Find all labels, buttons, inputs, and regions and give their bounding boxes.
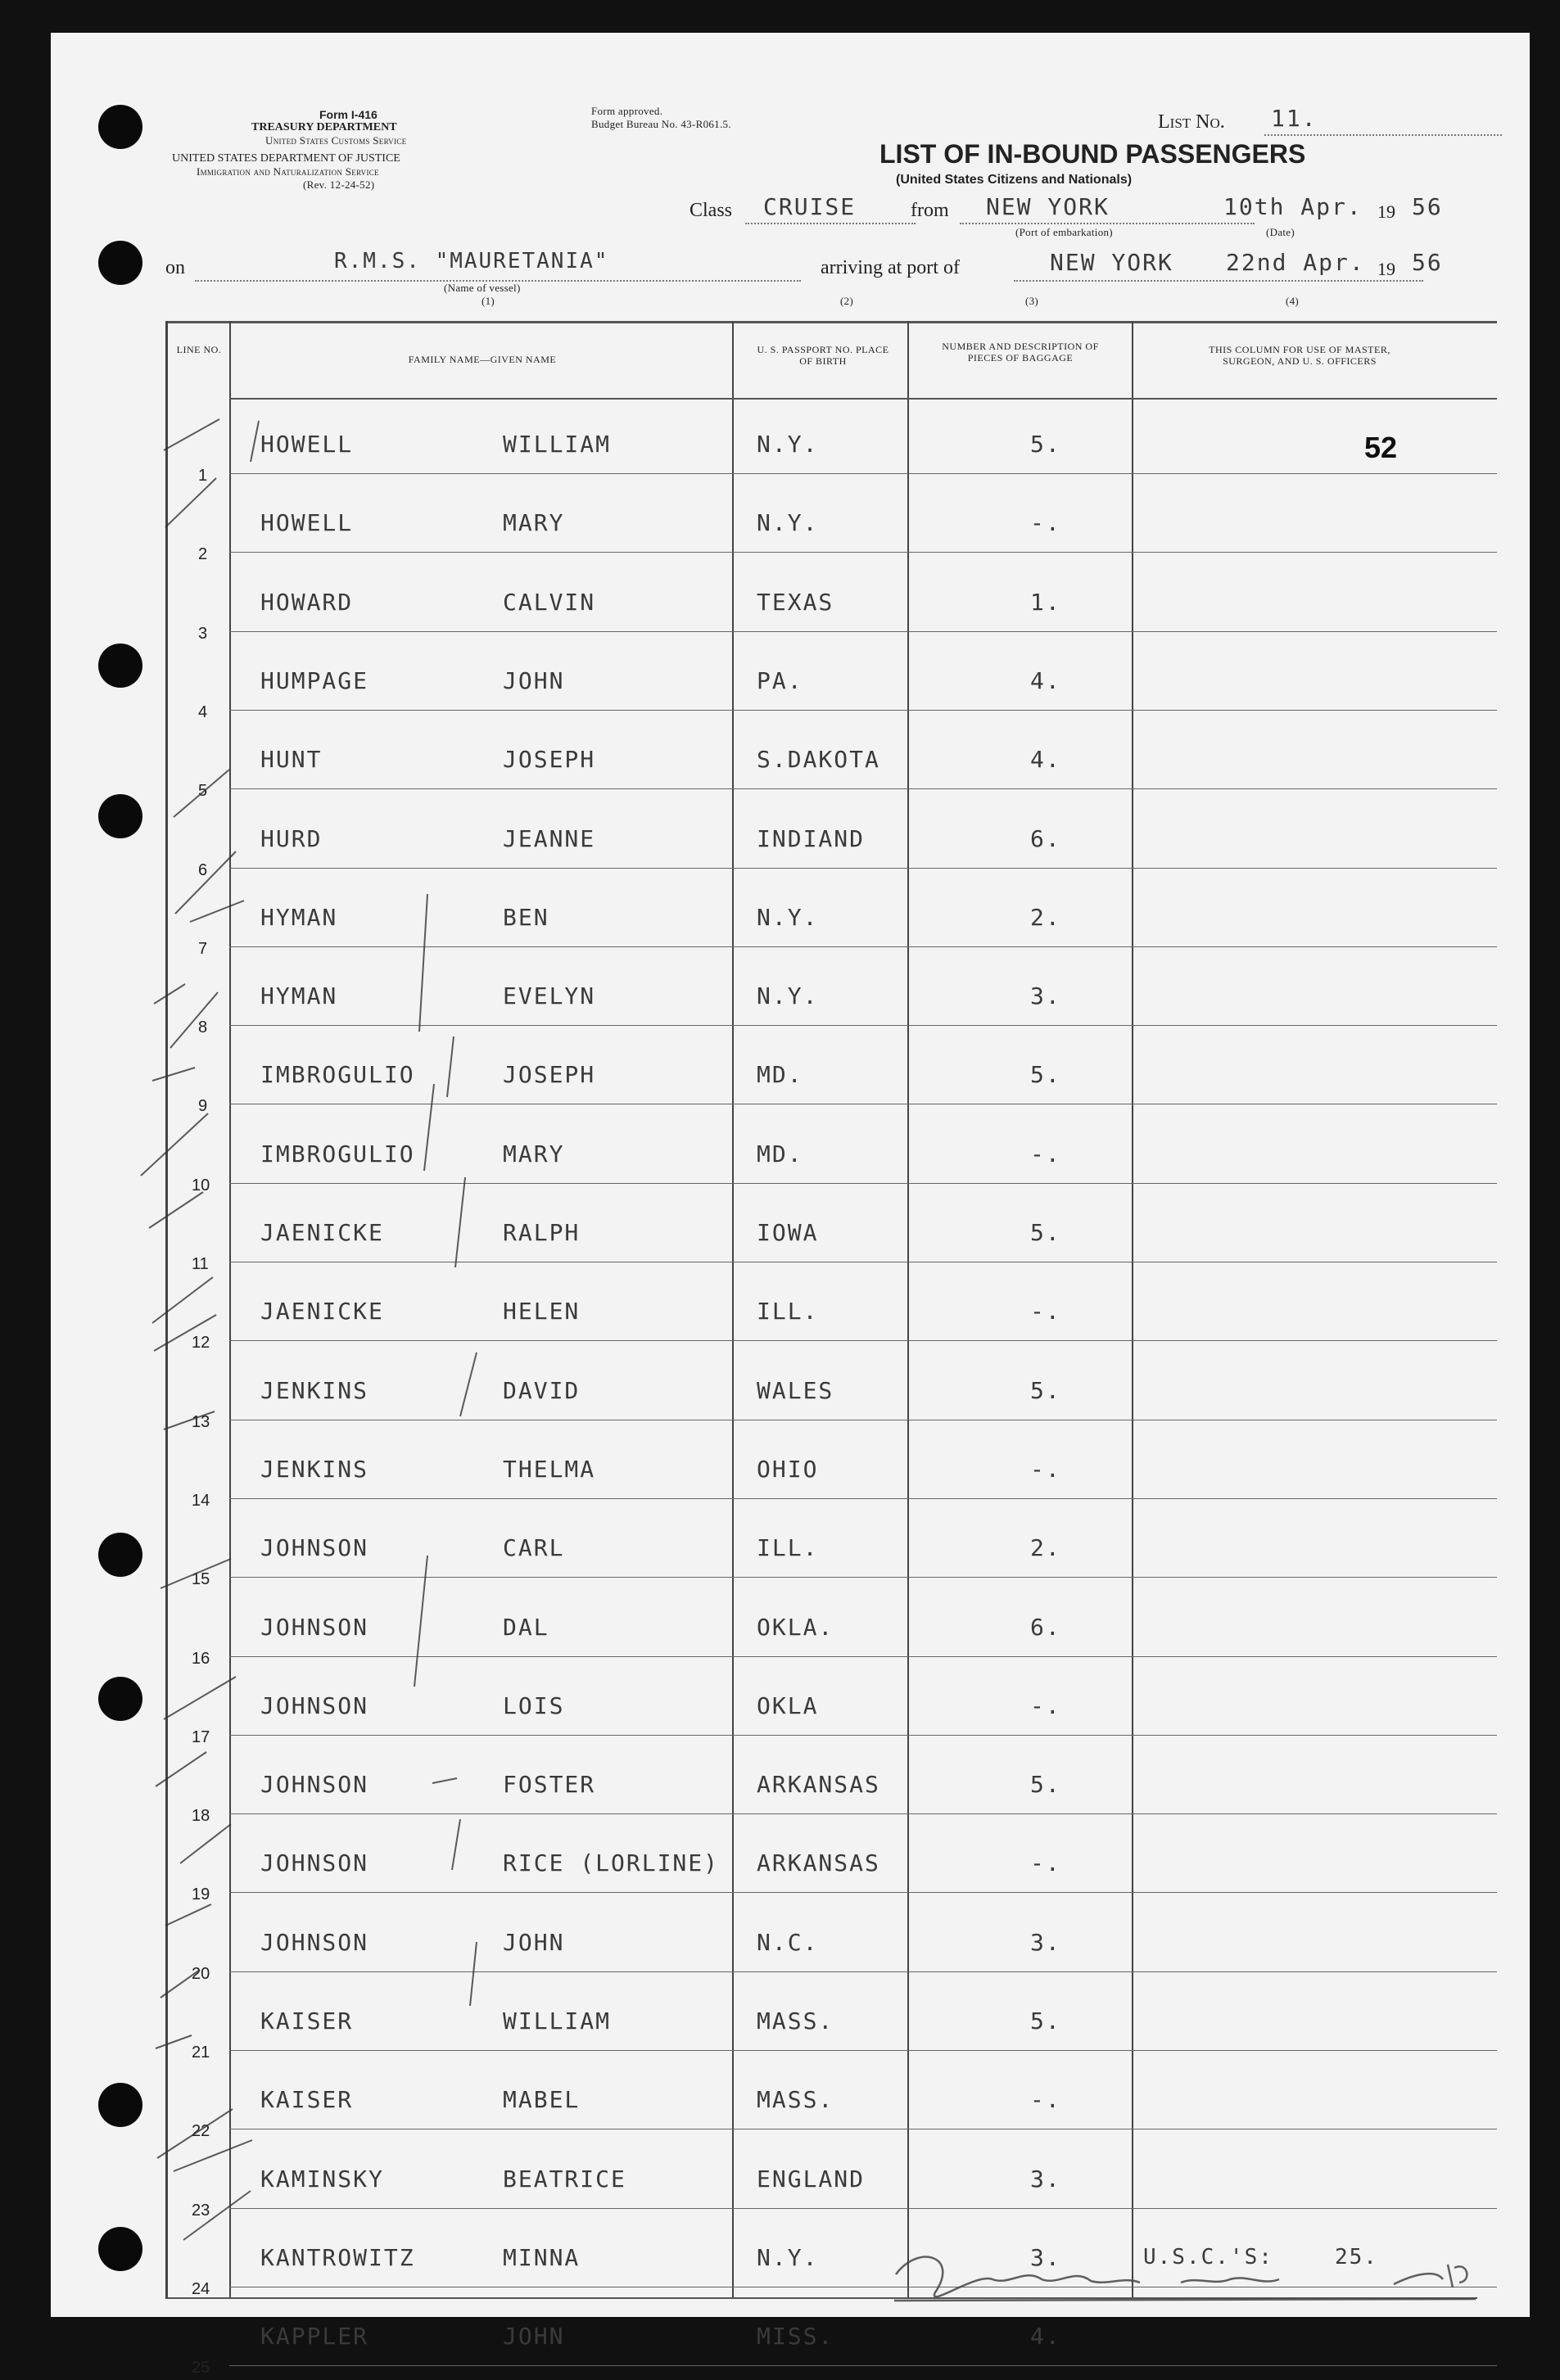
form-approved: Form approved. — [591, 105, 663, 117]
place-of-birth: N.C. — [757, 1928, 819, 1956]
given-name: JOHN — [503, 2323, 565, 2351]
row-rule — [229, 946, 1497, 947]
port-caption: (Port of embarkation) — [1015, 226, 1113, 238]
list-number-value: 11. — [1271, 105, 1318, 132]
punch-hole — [98, 1677, 142, 1721]
footer-count: 25. — [1335, 2245, 1378, 2269]
family-name: HUNT — [260, 746, 323, 774]
place-of-birth: OHIO — [757, 1455, 819, 1483]
baggage-count: -. — [1030, 2086, 1061, 2114]
baggage-count: 5. — [1030, 1061, 1061, 1089]
baggage-count: -. — [1030, 509, 1061, 537]
line-number: 9 — [198, 1097, 208, 1116]
family-name: HYMAN — [260, 903, 338, 931]
given-name: JOSEPH — [503, 746, 596, 774]
col-ref-3: (3) — [1025, 295, 1039, 307]
family-name: HURD — [260, 824, 323, 852]
place-of-birth: MD. — [757, 1140, 803, 1167]
page-subtitle: (United States Citizens and Nationals) — [896, 173, 1133, 187]
baggage-count: 2. — [1030, 1534, 1061, 1562]
row-rule — [229, 1025, 1497, 1026]
line-number: 12 — [192, 1334, 210, 1353]
row-rule — [229, 1813, 1497, 1814]
given-name: EVELYN — [503, 982, 596, 1010]
dept-justice: UNITED STATES DEPARTMENT OF JUSTICE — [172, 152, 400, 165]
line-number: 8 — [198, 1018, 208, 1037]
col-ref-4: (4) — [1286, 295, 1300, 307]
family-name: HOWELL — [260, 431, 354, 458]
punch-hole — [98, 2227, 142, 2271]
place-of-birth: IOWA — [757, 1219, 819, 1246]
handwritten-marks — [51, 33, 1530, 2317]
form-number: Form I-416 — [319, 108, 378, 121]
family-name: JAENICKE — [260, 1298, 384, 1325]
given-name: HELEN — [503, 1298, 581, 1325]
place-of-birth: MISS. — [757, 2323, 834, 2351]
baggage-count: 4. — [1030, 666, 1061, 694]
punch-hole — [98, 105, 142, 149]
officer-note: 52 — [1364, 431, 1398, 464]
vessel-caption: (Name of vessel) — [444, 282, 521, 294]
row-rule — [229, 1892, 1497, 1893]
given-name: BEN — [503, 903, 549, 931]
line-number: 24 — [192, 2279, 210, 2298]
baggage-count: 6. — [1030, 824, 1061, 852]
row-rule — [229, 868, 1497, 869]
line-number: 1 — [198, 467, 208, 485]
line-number: 3 — [198, 624, 208, 643]
given-name: CALVIN — [503, 588, 596, 616]
budget-bureau: Budget Bureau No. 43-R061.5. — [591, 118, 731, 130]
row-rule — [229, 631, 1497, 632]
row-rule — [229, 1340, 1497, 1341]
family-name: JOHNSON — [260, 1613, 369, 1641]
line-number: 13 — [192, 1412, 210, 1431]
line-number: 21 — [192, 2044, 210, 2062]
place-of-birth: INDIAND — [757, 824, 866, 852]
row-rule — [229, 1183, 1497, 1184]
header-officers: THIS COLUMN FOR USE OF MASTER, SURGEON, AND U. S. OFFICERS — [1209, 344, 1390, 367]
family-name: IMBROGULIO — [260, 1061, 415, 1089]
line-number: 23 — [192, 2201, 210, 2220]
baggage-count: 6. — [1030, 1613, 1061, 1641]
line-number: 17 — [192, 1727, 210, 1746]
row-rule — [229, 1656, 1497, 1657]
given-name: LOIS — [503, 1691, 565, 1719]
baggage-count: -. — [1030, 1691, 1061, 1719]
baggage-count: 5. — [1030, 1771, 1061, 1799]
baggage-count: 5. — [1030, 1376, 1061, 1404]
line-number: 19 — [192, 1885, 210, 1904]
row-rule — [229, 788, 1497, 789]
family-name: JENKINS — [260, 1376, 369, 1404]
row-rule — [229, 552, 1497, 553]
place-of-birth: MASS. — [757, 2086, 834, 2114]
dept-immigration: Immigration and Naturalization Service — [197, 165, 379, 178]
family-name: KANTROWITZ — [260, 2243, 415, 2271]
baggage-count: -. — [1030, 1298, 1061, 1325]
baggage-count: 3. — [1030, 982, 1061, 1010]
header-passport: U. S. PASSPORT NO. PLACE OF BIRTH — [757, 344, 889, 367]
place-of-birth: ENGLAND — [757, 2165, 866, 2193]
page-title: LIST OF IN-BOUND PASSENGERS — [879, 139, 1306, 169]
dept-customs: United States Customs Service — [265, 134, 407, 147]
vessel-name: R.M.S. "MAURETANIA" — [334, 249, 609, 273]
family-name: JOHNSON — [260, 1534, 369, 1562]
family-name: KAISER — [260, 2007, 354, 2035]
from-year: 56 — [1412, 193, 1443, 220]
baggage-count: -. — [1030, 1849, 1061, 1877]
line-number: 7 — [198, 939, 208, 958]
place-of-birth: ILL. — [757, 1298, 819, 1325]
row-rule — [229, 2050, 1497, 2051]
given-name: RICE (LORLINE) — [503, 1849, 720, 1877]
form-revision: (Rev. 12-24-52) — [303, 178, 375, 191]
given-name: MARY — [503, 509, 565, 537]
family-name: KAISER — [260, 2086, 354, 2114]
line-number: 14 — [192, 1491, 210, 1510]
year-prefix: 19 — [1377, 201, 1395, 222]
given-name: WILLIAM — [503, 431, 612, 458]
given-name: DAL — [503, 1613, 549, 1641]
line-number: 11 — [192, 1255, 209, 1273]
baggage-count: 2. — [1030, 903, 1061, 931]
from-label: from — [911, 200, 949, 221]
place-of-birth: OKLA — [757, 1691, 819, 1719]
baggage-count: -. — [1030, 1455, 1061, 1483]
given-name: MARY — [503, 1140, 565, 1167]
punch-hole — [98, 794, 142, 838]
place-of-birth: N.Y. — [757, 2243, 819, 2271]
given-name: JEANNE — [503, 824, 596, 852]
list-number-label: List No. — [1158, 111, 1225, 133]
line-number: 22 — [192, 2122, 210, 2141]
place-of-birth: N.Y. — [757, 509, 819, 537]
row-rule — [229, 1971, 1497, 1972]
family-name: JENKINS — [260, 1455, 369, 1483]
row-rule — [229, 2208, 1497, 2209]
given-name: THELMA — [503, 1455, 596, 1483]
header-name: FAMILY NAME—GIVEN NAME — [408, 354, 557, 365]
place-of-birth: N.Y. — [757, 431, 819, 458]
punch-hole — [98, 644, 142, 688]
col-ref-1: (1) — [482, 295, 495, 307]
family-name: KAMINSKY — [260, 2165, 384, 2193]
line-number: 20 — [192, 1964, 210, 1983]
row-rule — [229, 1498, 1497, 1499]
given-name: RALPH — [503, 1219, 581, 1246]
family-name: HUMPAGE — [260, 666, 369, 694]
dept-treasury: TREASURY DEPARTMENT — [251, 121, 397, 133]
class-label: Class — [690, 200, 733, 221]
place-of-birth: MD. — [757, 1061, 803, 1089]
place-of-birth: ILL. — [757, 1534, 819, 1562]
row-rule — [229, 2365, 1497, 2366]
given-name: JOHN — [503, 1928, 565, 1956]
place-of-birth: MASS. — [757, 2007, 834, 2035]
given-name: DAVID — [503, 1376, 581, 1404]
line-number: 6 — [198, 860, 208, 879]
place-of-birth: N.Y. — [757, 903, 819, 931]
line-number: 25 — [192, 2359, 210, 2378]
baggage-count: 5. — [1030, 2007, 1061, 2035]
punch-hole — [98, 1533, 142, 1577]
line-number: 4 — [198, 702, 208, 721]
col-ref-2: (2) — [840, 295, 854, 307]
baggage-count: 5. — [1030, 1219, 1061, 1246]
year-prefix-2: 19 — [1377, 259, 1395, 279]
family-name: JOHNSON — [260, 1771, 369, 1799]
given-name: JOSEPH — [503, 1061, 596, 1089]
line-number: 18 — [192, 1807, 210, 1826]
place-of-birth: TEXAS — [757, 588, 834, 616]
given-name: BEATRICE — [503, 2165, 626, 2193]
line-number: 15 — [192, 1570, 210, 1589]
family-name: JOHNSON — [260, 1928, 369, 1956]
place-of-birth: N.Y. — [757, 982, 819, 1010]
baggage-count: 3. — [1030, 2165, 1061, 2193]
place-of-birth: WALES — [757, 1376, 834, 1404]
punch-hole — [98, 241, 142, 285]
place-of-birth: OKLA. — [757, 1613, 834, 1641]
given-name: CARL — [503, 1534, 565, 1562]
date-caption: (Date) — [1266, 226, 1295, 238]
place-of-birth: PA. — [757, 666, 803, 694]
footer-label: U.S.C.'S: — [1143, 2245, 1273, 2269]
family-name: JOHNSON — [260, 1849, 369, 1877]
arrival-date: 22nd Apr. — [1226, 249, 1365, 276]
arrival-year: 56 — [1412, 249, 1443, 276]
on-label: on — [165, 257, 185, 278]
baggage-count: 1. — [1030, 588, 1061, 616]
family-name: HOWELL — [260, 509, 354, 537]
line-number: 2 — [198, 545, 208, 564]
baggage-count: 3. — [1030, 1928, 1061, 1956]
given-name: JOHN — [503, 666, 565, 694]
place-of-birth: S.DAKOTA — [757, 746, 880, 774]
header-line-no: LINE NO. — [176, 344, 222, 355]
family-name: HOWARD — [260, 588, 354, 616]
family-name: KAPPLER — [260, 2323, 369, 2351]
arrival-port: NEW YORK — [1050, 249, 1173, 276]
given-name: MINNA — [503, 2243, 581, 2271]
place-of-birth: ARKANSAS — [757, 1771, 880, 1799]
line-number: 10 — [192, 1176, 210, 1195]
manifest-page — [51, 33, 1530, 2378]
baggage-count: 4. — [1030, 746, 1061, 774]
family-name: HYMAN — [260, 982, 338, 1010]
baggage-count: 3. — [1030, 2243, 1061, 2271]
given-name: FOSTER — [503, 1771, 596, 1799]
baggage-count: -. — [1030, 1140, 1061, 1167]
row-rule — [229, 1735, 1497, 1736]
class-value: CRUISE — [763, 193, 857, 220]
baggage-count: 5. — [1030, 431, 1061, 458]
row-rule — [229, 710, 1497, 711]
baggage-count: 4. — [1030, 2323, 1061, 2351]
family-name: JAENICKE — [260, 1219, 384, 1246]
line-number: 5 — [198, 782, 208, 801]
punch-hole — [98, 2083, 142, 2127]
header-baggage: NUMBER AND DESCRIPTION OF PIECES OF BAGGAGE — [942, 341, 1099, 364]
from-port: NEW YORK — [986, 193, 1110, 220]
family-name: JOHNSON — [260, 1691, 369, 1719]
row-rule — [229, 473, 1497, 474]
from-date: 10th Apr. — [1223, 193, 1363, 220]
line-number: 16 — [192, 1649, 210, 1668]
given-name: WILLIAM — [503, 2007, 612, 2035]
family-name: IMBROGULIO — [260, 1140, 415, 1167]
arriving-label: arriving at port of — [821, 257, 960, 278]
place-of-birth: ARKANSAS — [757, 1849, 880, 1877]
given-name: MABEL — [503, 2086, 581, 2114]
row-rule — [229, 1577, 1497, 1578]
